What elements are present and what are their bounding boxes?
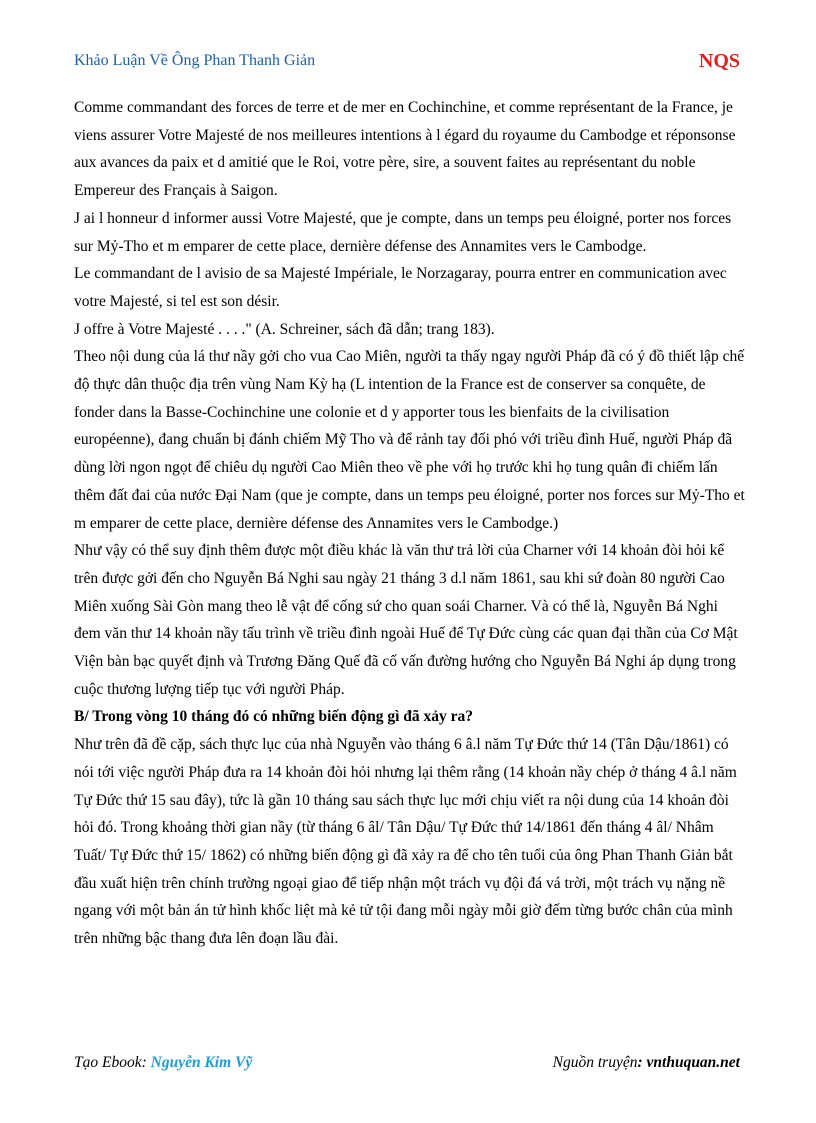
section-heading: B/ Trong vòng 10 tháng đó có những biến động gì đã xảy ra? bbox=[74, 708, 474, 726]
page-footer bbox=[74, 1054, 740, 1076]
page-header bbox=[74, 50, 740, 76]
document-body bbox=[74, 94, 746, 953]
paragraph: Le commandant de l avisio de sa Majesté Impériale, le Norzagaray, pourra entrer en communication avec votre Majesté, si tel est son désir. bbox=[74, 265, 727, 310]
paragraph: Như vậy có thể suy định thêm được một điều khác là văn thư trả lời của Charner với 14 khoản đòi hỏi kể trên được gởi đến cho Nguyễn Bá Nghi sau ngày 21 tháng 3 d.l năm 1861, sau khi sứ đoàn 80 người Cao Miên xuống Sài Gòn mang theo lễ vật để cống sứ cho quan soái Charner. Và có thể là, Nguyễn Bá Nghi đem văn thư 14 khoản nầy tấu trình về triều đình ngoài Huế để Tự Đức cùng các quan đại thần của Cơ Mật Viện bàn bạc quyết định và Trương Đăng Quế đã cố vấn đường hướng cho Nguyễn Bá Nghi áp dụng trong cuộc thương lượng tiếp tục với người Pháp. bbox=[74, 542, 738, 698]
paragraph: Comme commandant des forces de terre et de mer en Cochinchine, et comme représentant de la France, je viens assurer Votre Majesté de nos meilleures intentions à l égard du royaume du Cambodge et réponsonse aux avances da paix et d amitié que le Roi, votre père, sire, a souvent faites au représentant du noble Empereur des Français à Saigon. bbox=[74, 99, 736, 200]
paragraph: J offre à Votre Majesté . . . ." (A. Schreiner, sách đã dẫn; trang 183). bbox=[74, 320, 495, 338]
paragraph: Như trên đã đề cặp, sách thực lục của nhà Nguyễn vào tháng 6 â.l năm Tự Đức thứ 14 (Tân Dậu/1861) có nói tới việc người Pháp đưa ra 14 khoản đòi hỏi nhưng lại thêm rằng (14 khoản nầy chép ở tháng 4 â.l năm Tự Đức thứ 15 sau đây), tức là gần 10 tháng sau sách thực lục mới chịu viết ra nội dung của 14 khoản đòi hỏi đó. Trong khoảng thời gian nầy (từ tháng 6 âl/ Tân Dậu/ Tự Đức thứ 14/1861 đến tháng 4 âl/ Nhâm Tuất/ Tự Đức thứ 15/ 1862) có những biến động gì đã xảy ra để cho tên tuổi của ông Phan Thanh Giản bắt đầu xuất hiện trên chính trường ngoại giao để tiếp nhận một trách vụ đội đá vá trời, một trách vụ nặng nề ngang với một bản án tử hình khốc liệt mà kẻ tử tội đang mỗi ngày mỗi giờ đếm từng bước chân của mình trên những bậc thang đưa lên đoạn lầu đài. bbox=[74, 736, 737, 948]
footer-source bbox=[553, 1054, 740, 1072]
header-mark: NQS bbox=[698, 50, 740, 72]
footer-source-site: vnthuquan.net bbox=[646, 1054, 740, 1071]
footer-credit-name: Nguyễn Kim Vỹ bbox=[150, 1054, 253, 1071]
footer-source-separator: : bbox=[637, 1054, 647, 1071]
paragraph: J ai l honneur d informer aussi Votre Majesté, que je compte, dans un temps peu éloigné, porter nos forces sur Mỷ-Tho et m emparer de cette place, dernière défense des Annamites vers le Cambodge. bbox=[74, 209, 732, 255]
header-title: Khảo Luận Về Ông Phan Thanh Giản bbox=[74, 52, 316, 69]
paragraph: Theo nội dung của lá thư nầy gởi cho vua Cao Miên, người ta thấy ngay người Pháp đã có ý đồ thiết lập chế độ thực dân thuộc địa trên vùng Nam Kỳ hạ (L intention de la France est de conserver sa conquête, de fonder dans la Basse-Cochinchine une colonie et d y apporter tous les bienfaits de la civilisation européenne), đang chuẩn bị đánh chiếm Mỹ Tho và để rảnh tay đối phó với triều đình Huế, người Pháp đã dùng lời ngon ngọt để chiêu dụ người Cao Miên theo về phe với họ trước khi họ tung quân đi chiếm lấn thêm đất đai của nước Đại Nam (que je compte, dans un temps peu éloigné, porter nos forces sur Mỷ-Tho et m emparer de cette place, dernière défense des Annamites vers le Cambodge.) bbox=[74, 348, 745, 532]
footer-credit-separator: : bbox=[141, 1054, 151, 1071]
footer-source-label: Nguồn truyện bbox=[552, 1054, 638, 1071]
footer-credit bbox=[74, 1054, 252, 1072]
footer-credit-label: Tạo Ebook bbox=[74, 1054, 142, 1071]
